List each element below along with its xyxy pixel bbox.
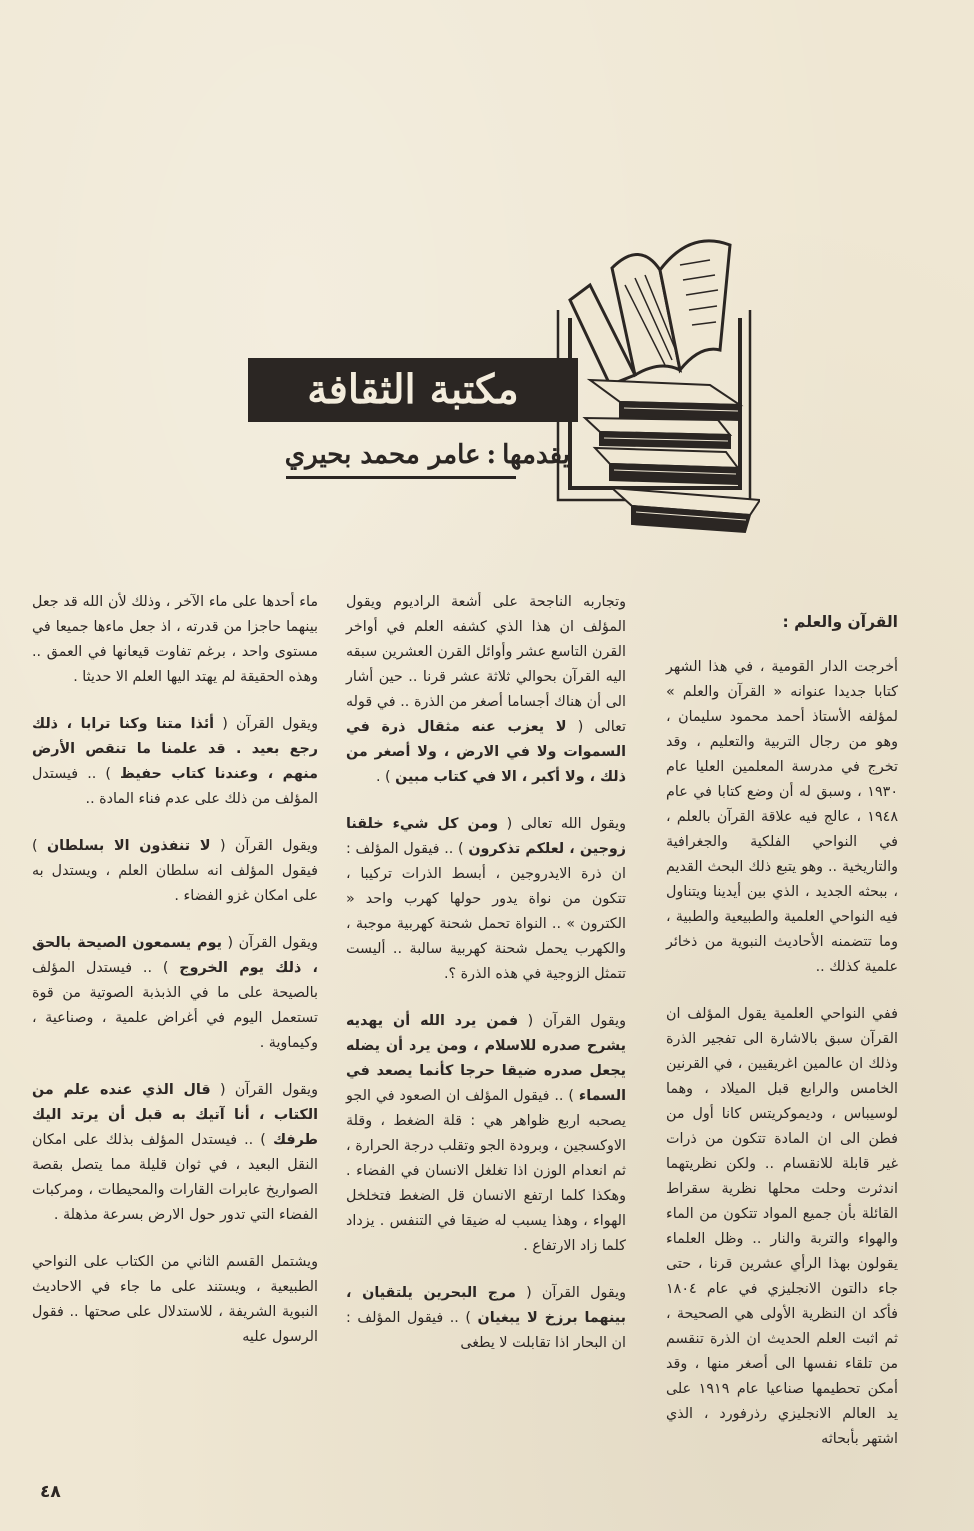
paragraph-text: ويقول القرآن ( xyxy=(526,1285,626,1301)
byline-label: يقدمها xyxy=(502,440,570,470)
paragraph-text: وتجاربه الناجحة على أشعة الراديوم ويقول المؤلف ان هذا الذي كشفه العلم في أواخر القرن التاسع عشر وأوائل القرن العشرين سبقه اليه القرآن بحوالي ثلاثة عشر قرنا .. حين أشار الى أن هناك أجساما أصغر من الذرة .. في قوله تعالى ( xyxy=(346,594,626,735)
paragraph-text: ) فيقول المؤلف انه سلطان العلم ، ويستدل به على امكان غزو الفضاء . xyxy=(32,838,318,904)
paragraph-text: ) .. فيقول المؤلف ان الصعود في الجو يصحبه اربع ظواهر هي : قلة الضغط ، وقلة الاوكسجين ، وبرودة الجو وتقلب درجة الحرارة ، ثم انعدام الوزن اذا تغلغل الانسان في الفضاء . وهكذا كلما ارتفع الانسان قل الضغط فتخلخل الهواء ، وهذا يسبب له ضيقا في التنفس . يزداد كلما زاد الارتفاع . xyxy=(346,1088,626,1254)
article-column-right xyxy=(666,610,898,1450)
paragraph xyxy=(32,834,318,909)
paragraph xyxy=(346,1281,626,1356)
quran-quote: ومن كل شيء خلقنا زوجين ، لعلكم تذكرون xyxy=(346,816,627,857)
paragraph xyxy=(32,712,318,812)
byline-author: عامر محمد بحيري xyxy=(284,440,481,470)
quran-quote: أئذا متنا وكنا ترابا ، ذلك رجع بعيد . قد علمنا ما تنقص الأرض منهم ، وعندنا كتاب حفيظ xyxy=(32,716,318,782)
paragraph-text: ويقول القرآن ( xyxy=(227,935,318,951)
paragraph-text: ) .. فيقول المؤلف : ان البحار اذا تقابلت لا يطغى xyxy=(346,1310,626,1351)
paragraph xyxy=(32,931,318,1056)
quran-quote: فمن يرد الله أن يهديه يشرح صدره للاسلام ، ومن يرد أن يضله يجعل صدره ضيقا حرجا كأنما يصعد في السماء xyxy=(346,1013,627,1104)
quran-quote: يوم يسمعون الصيحة بالحق ، ذلك يوم الخروج xyxy=(32,935,318,976)
section-title: مكتبة الثقافة xyxy=(307,366,519,413)
paragraph-text: ) .. فيستدل المؤلف بذلك على امكان النقل البعيد ، في ثوان قليلة مما يتصل بقصة الصواريخ عابرات القارات والمحيطات ، ومركبات الفضاء التي تدور حول الارض بسرعة مذهلة . xyxy=(32,1132,318,1223)
article-column-left xyxy=(32,590,318,1470)
article-heading: القرآن والعلم : xyxy=(782,613,898,631)
byline-separator: : xyxy=(486,440,497,470)
quran-quote: مرج البحرين يلتقيان ، بينهما برزخ لا يبغيان xyxy=(346,1285,626,1326)
quran-quote: قال الذي عنده علم من الكتاب ، أنا آتيك به قبل أن يرتد اليك طرفك xyxy=(32,1082,318,1148)
paragraph-text: ) .. فيقول المؤلف : ان ذرة الايدروجين ، أبسط الذرات تركيبا ، تتكون من نواة يدور حولها كهرب واحد « الكترون » .. النواة تحمل شحنة كهربية موجبة ، والكهرب يحمل شحنة كهربية سالبة .. أليست تتمثل الزوجية في هذه الذرة ؟. xyxy=(346,841,626,982)
section-title-banner xyxy=(248,358,578,422)
paragraph-text: ويقول الله تعالى ( xyxy=(506,816,626,832)
paragraph-text: ) .. فيستدل المؤلف بالصيحة على ما في الذبذبة الصوتية من قوة تستعمل اليوم في أغراض علمية ، وصناعية ، وكيماوية . xyxy=(32,960,318,1051)
page-number: ٤٨ xyxy=(40,1482,61,1502)
byline-underline xyxy=(286,476,516,479)
byline xyxy=(280,440,570,470)
paragraph-text: ) . xyxy=(375,769,391,785)
quran-quote: لا تنفذون الا بسلطان xyxy=(46,838,211,854)
paragraph-text: ) .. فيستدل المؤلف من ذلك على عدم فناء المادة .. xyxy=(32,766,318,807)
paragraph-text: ويقول القرآن ( xyxy=(527,1013,626,1029)
paragraph-text: ويقول القرآن ( xyxy=(219,838,319,854)
article-column-middle xyxy=(346,590,626,1470)
paragraph: أخرجت الدار القومية ، في هذا الشهر كتابا جديدا عنوانه « القرآن والعلم » لمؤلفه الأستاذ أحمد محمود سليمان ، وهو من رجال التربية والتعليم ، وقد تخرج في مدرسة المعلمين العليا عام ١٩٣٠ ، وسبق له أن وضع كتابا في عام ١٩٤٨ ، عالج فيه علاقة القرآن بالعلم ، في النواحي الفلكية والجغرافية والتاريخية .. وهو يتبع ذلك البحث القديم ، ببحثه الجديد ، الذي بين أيدينا ويتناول فيه النواحي العلمية والطبيعية والطبية ، وما تتضمنه الأحاديث النبوية من ذخائر علمية كذلك .. xyxy=(666,659,898,975)
paragraph xyxy=(346,590,626,790)
paragraph: ويشتمل القسم الثاني من الكتاب على النواحي الطبيعية ، ويستند على ما جاء في الاحاديث النبوية الشريفة ، للاستدلال على صحتها .. فقول الرسول عليه xyxy=(32,1254,318,1345)
paragraph xyxy=(32,1078,318,1228)
paragraph xyxy=(346,1009,626,1259)
paragraph: ففي النواحي العلمية يقول المؤلف ان القرآن سبق بالاشارة الى تفجير الذرة وذلك ان عالمين اغريقيين ، في القرنين الخامس والرابع قبل الميلاد ، وهما لوسيباس ، وديموكريتس كانا أول من فطن الى ان المادة تتكون من ذرات غير قابلة للانقسام .. ولكن نظريتهما اندثرت وحلت محلها نظرية سقراط القائلة بأن جميع المواد تتكون من الماء والهواء والتربة والنار .. وظل العلماء يقولون بهذا الرأي عشرين قرنا ، حتى جاء دالتون الانجليزي في عام ١٨٠٤ فأكد ان النظرية الأولى هي الصحيحة ، ثم اثبت العلم الحديث ان الذرة تنقسم من تلقاء نفسها الى أصغر منها ، وقد أمكن تحطيمها صناعيا عام ١٩١٩ على يد العالم الانجليزي رذرفورد ، الذي اشتهر بأبحاثه xyxy=(666,1006,898,1447)
paragraph-text: ويقول القرآن ( xyxy=(222,716,318,732)
paragraph-text: ويقول القرآن ( xyxy=(219,1082,318,1098)
quran-quote: لا يعزب عنه مثقال ذرة في السموات ولا في الارض ، ولا أصغر من ذلك ، ولا أكبر ، الا في كتاب مبين xyxy=(346,719,626,785)
paragraph xyxy=(346,812,626,987)
paragraph: ماء أحدها على ماء الآخر ، وذلك لأن الله قد جعل بينهما حاجزا من قدرته ، اذ جعل ماءها جميعا في مستوى واحد ، برغم تفاوت قيعانها في العمق .. وهذه الحقيقة لم يهتد اليها العلم الا حديثا . xyxy=(32,594,318,685)
